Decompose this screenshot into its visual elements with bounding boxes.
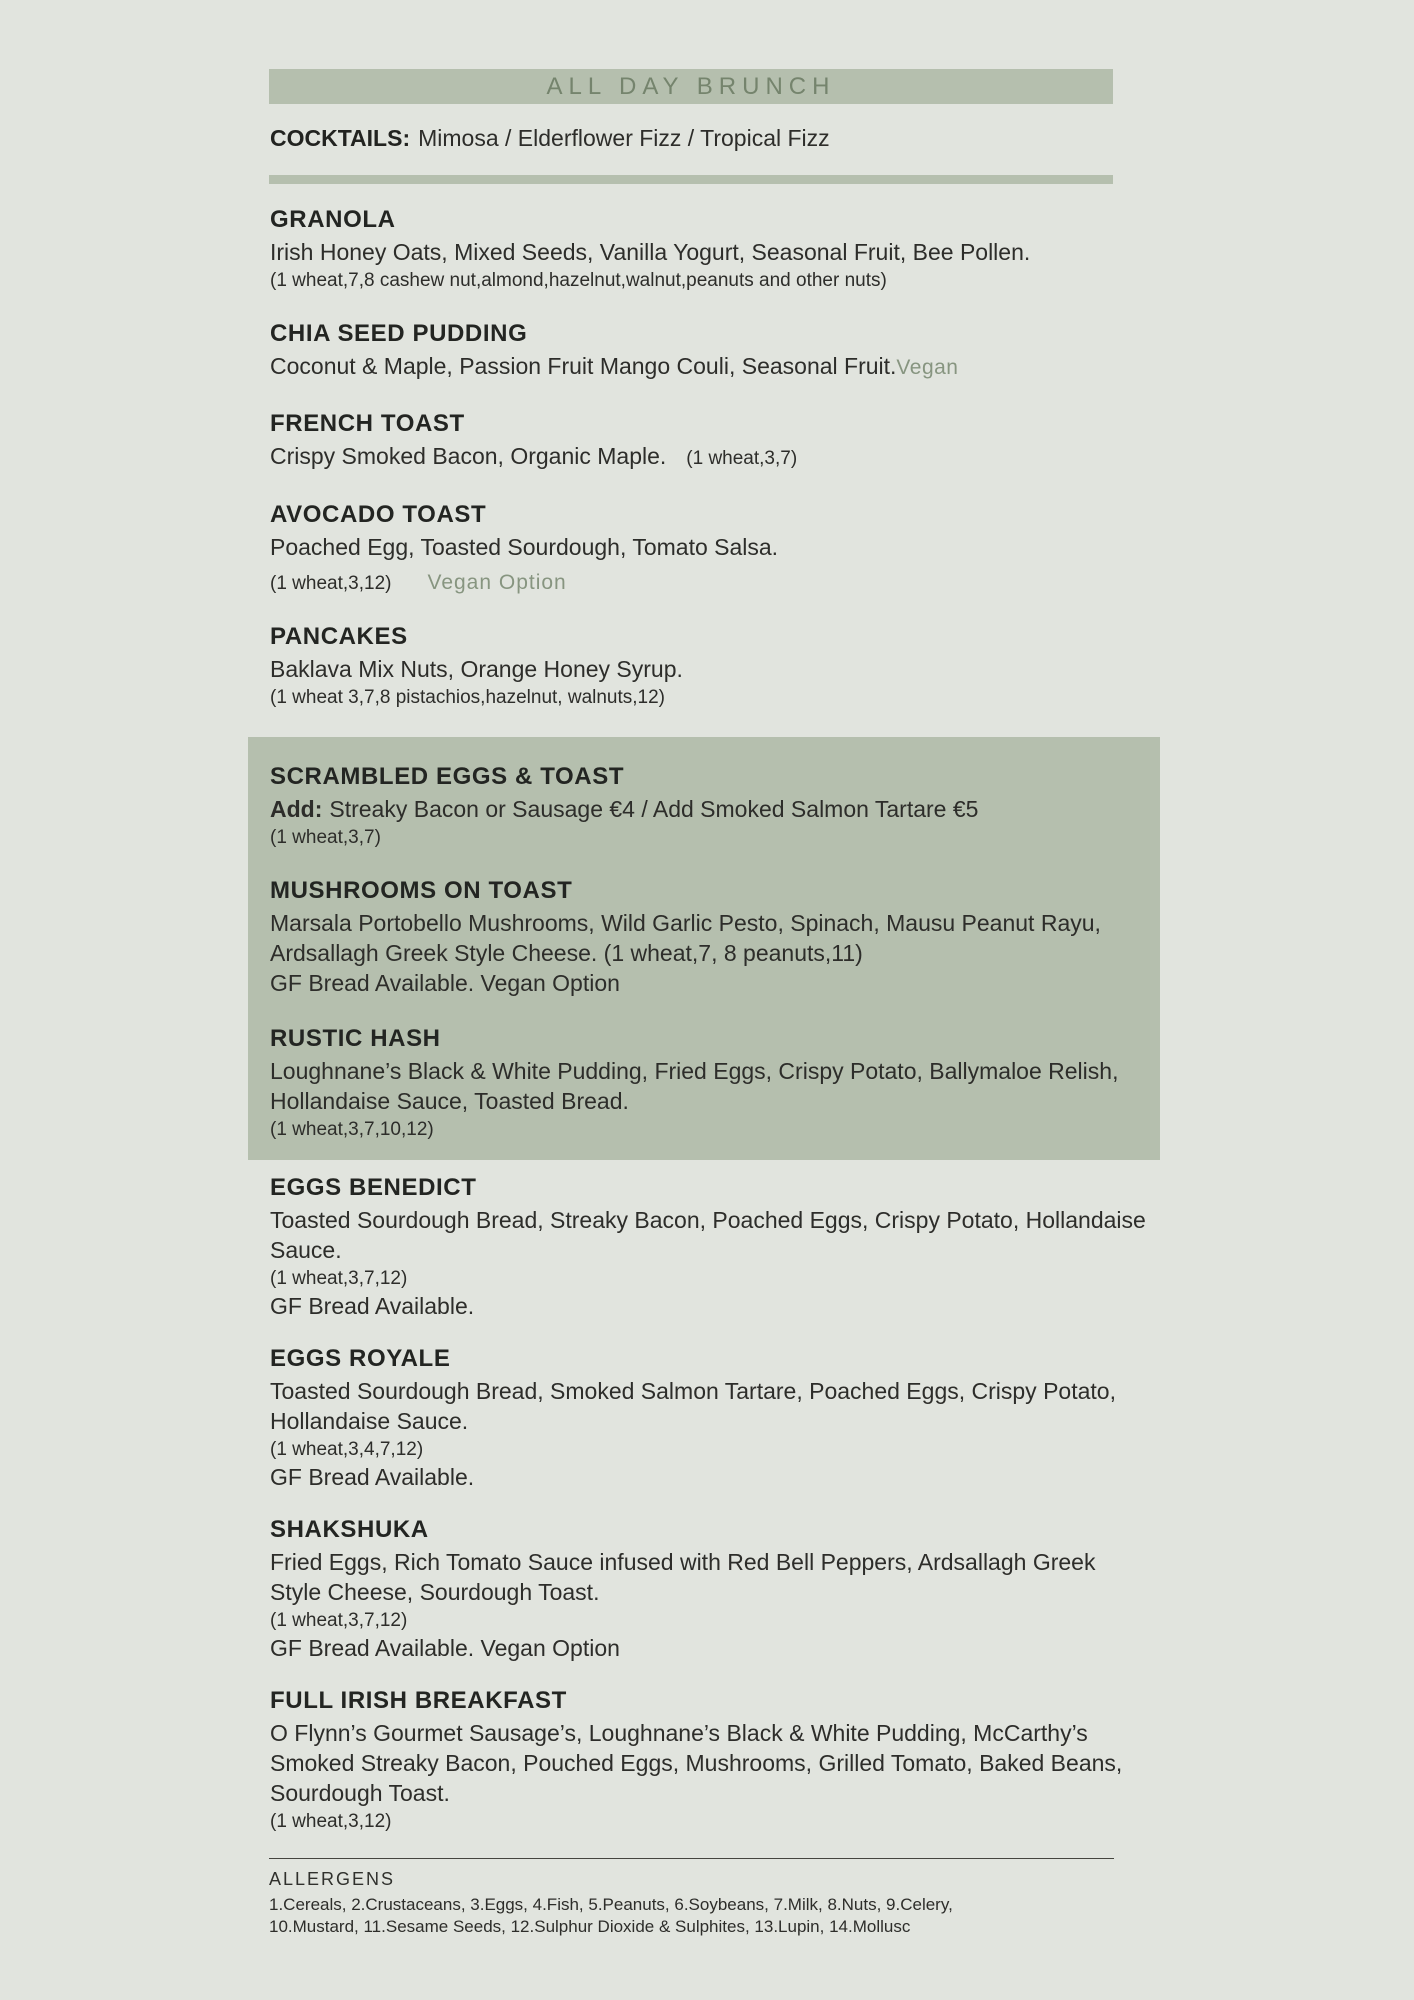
menu-item-chia-seed-pudding [270,320,1150,383]
allergens-footer [269,1858,1114,1938]
menu-item-full-irish-breakfast [270,1687,1150,1834]
allergens-list-line-2: 10.Mustard, 11.Sesame Seeds, 12.Sulphur Dioxide & Sulphites, 13.Lupin, 14.Mollusc [269,1917,911,1936]
menu-body [270,206,1150,1858]
item-allergens: (1 wheat,3,7,12) [270,1268,408,1289]
cocktails-list: Mimosa / Elderflower Fizz / Tropical Fizz [418,125,830,151]
item-note: GF Bread Available. Vegan Option [270,970,620,996]
item-allergens: (1 wheat 3,7,8 pistachios,hazelnut, walnuts,12) [270,687,666,708]
item-allergens: (1 wheat,3,7) [270,827,381,848]
bottom-items-group [270,1174,1150,1834]
allergens-title: ALLERGENS [269,1869,396,1889]
section-divider-bar [269,175,1113,184]
menu-item-avocado-toast [270,501,1150,596]
item-description: Irish Honey Oats, Mixed Seeds, Vanilla Yogurt, Seasonal Fruit, Bee Pollen. [270,239,1031,265]
item-note: GF Bread Available. [270,1464,475,1490]
menu-title-banner [269,69,1113,104]
item-description: Poached Egg, Toasted Sourdough, Tomato Salsa. [270,534,779,560]
item-description: O Flynn’s Gourmet Sausage’s, Loughnane’s Black & White Pudding, McCarthy’s Smoked Streaky Bacon, Pouched Eggs, Mushrooms, Grilled Tomato, Baked Beans, Sourdough Toast. [270,1720,1123,1806]
menu-item-eggs-benedict [270,1174,1150,1321]
item-name: CHIA SEED PUDDING [270,320,528,347]
item-allergens: (1 wheat,3,7,12) [270,1610,408,1631]
item-description [270,441,1150,474]
menu-item-rustic-hash [270,1025,1150,1142]
item-description: Toasted Sourdough Bread, Streaky Bacon, Poached Eggs, Crispy Potato, Hollandaise Sauce. [270,1207,1146,1263]
menu-item-mushrooms-on-toast [270,877,1150,998]
item-allergens: (1 wheat,7,8 cashew nut,almond,hazelnut,walnut,peanuts and other nuts) [270,270,887,291]
add-options-text: Streaky Bacon or Sausage €4 / Add Smoked Salmon Tartare €5 [329,796,979,822]
item-description [270,351,1150,383]
item-description: Baklava Mix Nuts, Orange Honey Syrup. [270,656,683,682]
item-name: PANCAKES [270,623,408,650]
item-note: GF Bread Available. [270,1293,475,1319]
item-allergens: (1 wheat,3,12) [270,1811,392,1832]
item-allergens: (1 wheat,3,7) [686,448,798,469]
vegan-tag: Vegan [896,356,959,379]
vegan-option-tag: Vegan Option [427,571,567,594]
menu-item-eggs-royale [270,1345,1150,1492]
item-name: MUSHROOMS ON TOAST [270,877,573,904]
item-allergen-row [270,570,1150,596]
cocktails-label: COCKTAILS: [270,125,411,151]
item-name: AVOCADO TOAST [270,501,487,528]
item-name: EGGS ROYALE [270,1345,451,1372]
item-name: SHAKSHUKA [270,1516,429,1543]
menu-item-scrambled-eggs-toast [270,763,1150,850]
item-name: FRENCH TOAST [270,410,465,437]
item-description: Fried Eggs, Rich Tomato Sauce infused with Red Bell Peppers, Ardsallagh Greek Style Cheese, Sourdough Toast. [270,1549,1096,1605]
menu-item-shakshuka [270,1516,1150,1663]
highlighted-items-panel [248,737,1160,1160]
add-label: Add: [270,796,323,822]
item-note: GF Bread Available. Vegan Option [270,1635,620,1661]
item-allergens: (1 wheat,3,4,7,12) [270,1439,424,1460]
item-allergens: (1 wheat,3,12) [270,573,392,594]
allergens-list-line-1: 1.Cereals, 2.Crustaceans, 3.Eggs, 4.Fish, 5.Peanuts, 6.Soybeans, 7.Milk, 8.Nuts, 9.Celery, [269,1895,953,1914]
item-description [270,794,1150,824]
cocktails-line [270,124,1170,152]
page-title: ALL DAY BRUNCH [546,72,836,100]
menu-item-french-toast [270,410,1150,474]
item-name: SCRAMBLED EGGS & TOAST [270,763,625,790]
item-name: GRANOLA [270,206,396,233]
menu-item-pancakes [270,623,1150,710]
item-name: EGGS BENEDICT [270,1174,477,1201]
item-description: Loughnane’s Black & White Pudding, Fried Eggs, Crispy Potato, Ballymaloe Relish, Hollandaise Sauce, Toasted Bread. [270,1058,1119,1114]
item-name: FULL IRISH BREAKFAST [270,1687,567,1714]
item-name: RUSTIC HASH [270,1025,441,1052]
item-description: Marsala Portobello Mushrooms, Wild Garlic Pesto, Spinach, Mausu Peanut Rayu, Ardsallagh Greek Style Cheese. (1 wheat,7, 8 peanuts,11) [270,910,1101,966]
item-description-text: Crispy Smoked Bacon, Organic Maple. [270,443,667,469]
item-description-text: Coconut & Maple, Passion Fruit Mango Couli, Seasonal Fruit. [270,353,897,379]
item-description: Toasted Sourdough Bread, Smoked Salmon Tartare, Poached Eggs, Crispy Potato, Hollandaise Sauce. [270,1378,1116,1434]
menu-item-granola [270,206,1150,293]
item-allergens: (1 wheat,3,7,10,12) [270,1119,434,1140]
